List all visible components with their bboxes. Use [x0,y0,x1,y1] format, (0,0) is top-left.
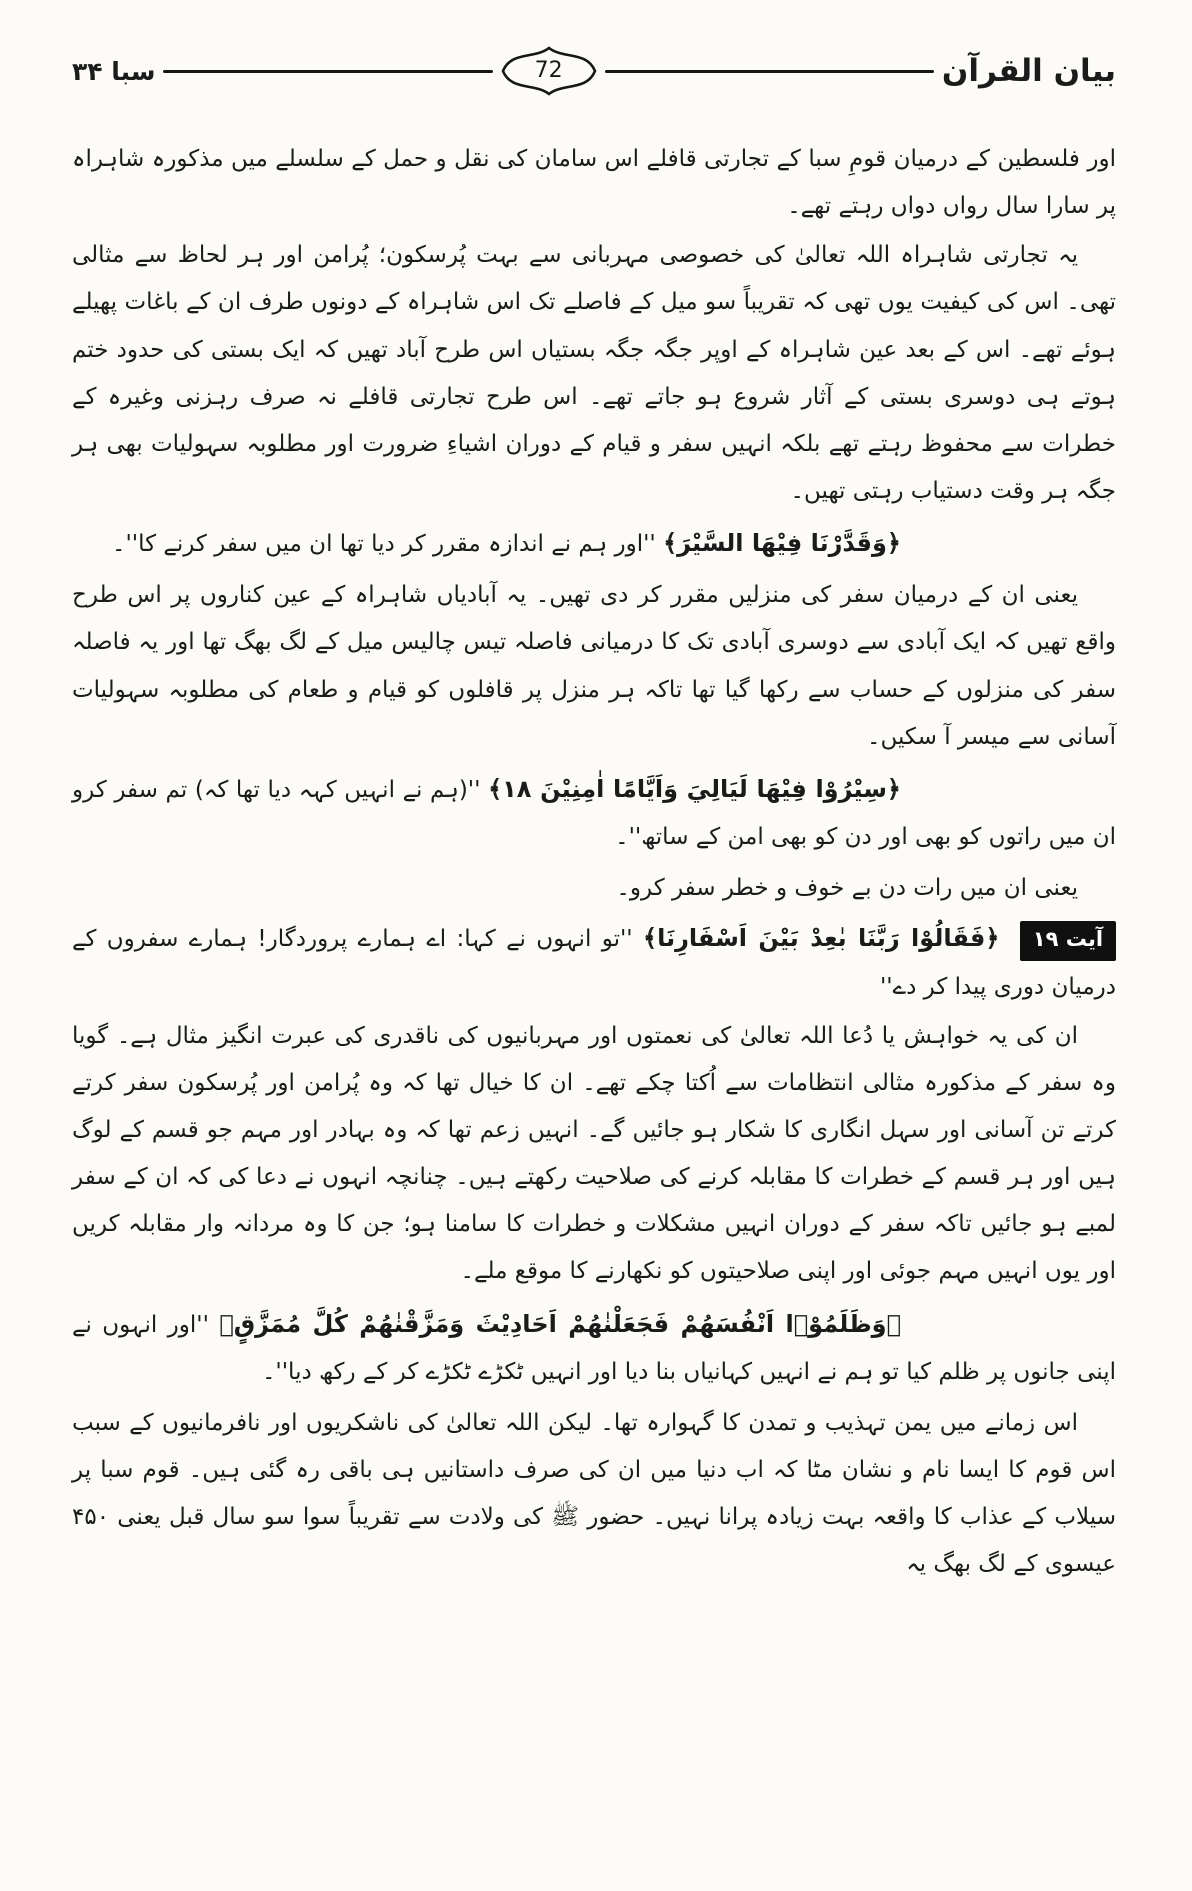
quran-verse-line [72,1300,1116,1396]
page-number-ornament [501,46,597,96]
quran-verse-line [72,519,1116,568]
verse-translation: ''تو انہوں نے کہا: اے ہمارے پروردگار! ہمارے سفروں کے درمیان دوری پیدا کر دے'' [72,926,1116,1000]
paragraph: ان کی یہ خواہش یا دُعا اللہ تعالیٰ کی نعمتوں اور مہربانیوں کی ناقدری کی عبرت انگیز مثال ہے۔ گویا وہ سفر کے مذکورہ مثالی انتظامات سے اُکتا چکے تھے۔ ان کا خیال تھا کہ وہ پُرامن اور پُرسکون سفر کرتے کرتے تن آسانی اور سہل انگاری کا شکار ہو جائیں گے۔ انہیں زعم تھا کہ وہ بہادر اور مہم جو قسم کے لوگ ہیں اور ہر قسم کے خطرات کا مقابلہ کرنے کی صلاحیت رکھتے ہیں۔ چنانچہ انہوں نے دعا کی کہ ان کے سفر لمبے ہو جائیں تاکہ سفر کے دوران انہیں مشکلات و خطرات کا سامنا ہو؛ جن کا وہ مردانہ وار مقابلہ کریں اور یوں انہیں مہم جوئی اور اپنی صلاحیتوں کو نکھارنے کا موقع ملے۔ [72,1022,1116,1285]
page-content [72,136,1116,1588]
verse-translation: ''اور ہم نے اندازہ مقرر کر دیا تھا ان میں سفر کرنے کا''۔ [111,531,656,558]
ayat-19-line [72,914,1116,1010]
paragraph: یہ تجارتی شاہراہ اللہ تعالیٰ کی خصوصی مہربانی سے بہت پُرسکون؛ پُرامن اور ہر لحاظ سے مثالی تھی۔ اس کی کیفیت یوں تھی کہ تقریباً سو میل کے فاصلے تک اس شاہراہ کے دونوں طرف ان کے باغات پھیلے ہوئے تھے۔ اس کے بعد عین شاہراہ کے اوپر جگہ جگہ بستیاں اس طرح آباد تھیں کہ ایک بستی کی حدود ختم ہوتے ہی دوسری بستی کے آثار شروع ہو جاتے تھے۔ اس طرح تجارتی قافلے نہ صرف رہزنی وغیرہ کے خطرات سے محفوظ رہتے تھے بلکہ انہیں سفر و قیام کے دوران اشیاءِ ضرورت اور مطلوبہ سہولیات بھی ہر جگہ ہر وقت دستیاب رہتی تھیں۔ [72,242,1116,504]
header-rule-right [605,70,934,73]
page-number: 72 [534,57,563,83]
arabic-verse: ﴿وَظَلَمُوْۤا اَنْفُسَهُمْ فَجَعَلْنٰهُمْ اَحَادِيْثَ وَمَزَّقْنٰهُمْ كُلَّ مُمَزَّقٍ﴾ [219,1309,902,1338]
quran-verse-line [72,765,1116,861]
ayat-number-badge: آیت ۱۹ [1020,921,1116,961]
paragraph: یعنی ان کے درمیان سفر کی منزلیں مقرر کر دی تھیں۔ یہ آبادیاں شاہراہ کے عین کناروں پر اس طرح واقع تھیں کہ ایک آبادی سے دوسری آبادی تک کا درمیانی فاصلہ تیس چالیس میل کے لگ بھگ تھا اور یہ فاصلہ سفر کی منزلوں کے حساب سے رکھا گیا تھا تاکہ ہر منزل پر قافلوں کو قیام و طعام کی مطلوبہ سہولیات آسانی سے میسر آ سکیں۔ [72,582,1116,750]
paragraph: اور فلسطین کے درمیان قومِ سبا کے تجارتی قافلے اس سامان کی نقل و حمل کے سلسلے میں مذکورہ شاہراہ پر سارا سال رواں دواں رہتے تھے۔ [72,146,1116,220]
arabic-verse: ﴿سِيْرُوْا فِيْهَا لَيَالِيَ وَاَيَّامًا اٰمِنِيْنَ ۱۸﴾ [488,774,901,803]
verse-translation: ''(ہم نے انہیں کہہ دیا تھا کہ) تم سفر کرو ان میں راتوں کو بھی اور دن کو بھی امن کے ساتھ''۔ [72,776,1116,851]
arabic-verse: ﴿وَقَدَّرْنَا فِيْهَا السَّيْرَ﴾ [663,529,901,558]
verse-translation: ''اور انہوں نے اپنی جانوں پر ظلم کیا تو ہم نے انہیں کہانیاں بنا دیا اور انہیں ٹکڑے ٹکڑے کر کے رکھ دیا''۔ [72,1311,1116,1385]
arabic-verse: ﴿فَقَالُوْا رَبَّنَا بٰعِدْ بَيْنَ اَسْفَارِنَا﴾ [643,924,1000,953]
header-rule-left [163,70,492,73]
surah-label: سبا ۳۴ [72,56,156,86]
book-title: بیان القرآن [941,53,1116,89]
page-header [72,46,1116,96]
paragraph: یعنی ان میں رات دن بے خوف و خطر سفر کرو۔ [616,875,1078,902]
paragraph: اس زمانے میں یمن تہذیب و تمدن کا گہوارہ تھا۔ لیکن اللہ تعالیٰ کی ناشکریوں اور نافرمانیوں کے سبب اس قوم کا ایسا نام و نشان مٹا کہ اب دنیا میں ان کی صرف داستانیں ہی باقی رہ گئی ہیں۔ قوم سبا پر سیلاب کے عذاب کا واقعہ بہت زیادہ پرانا نہیں۔ حضور ﷺ کی ولادت سے تقریباً سوا سو سال قبل یعنی ۴۵۰ عیسوی کے لگ بھگ یہ [72,1409,1116,1578]
